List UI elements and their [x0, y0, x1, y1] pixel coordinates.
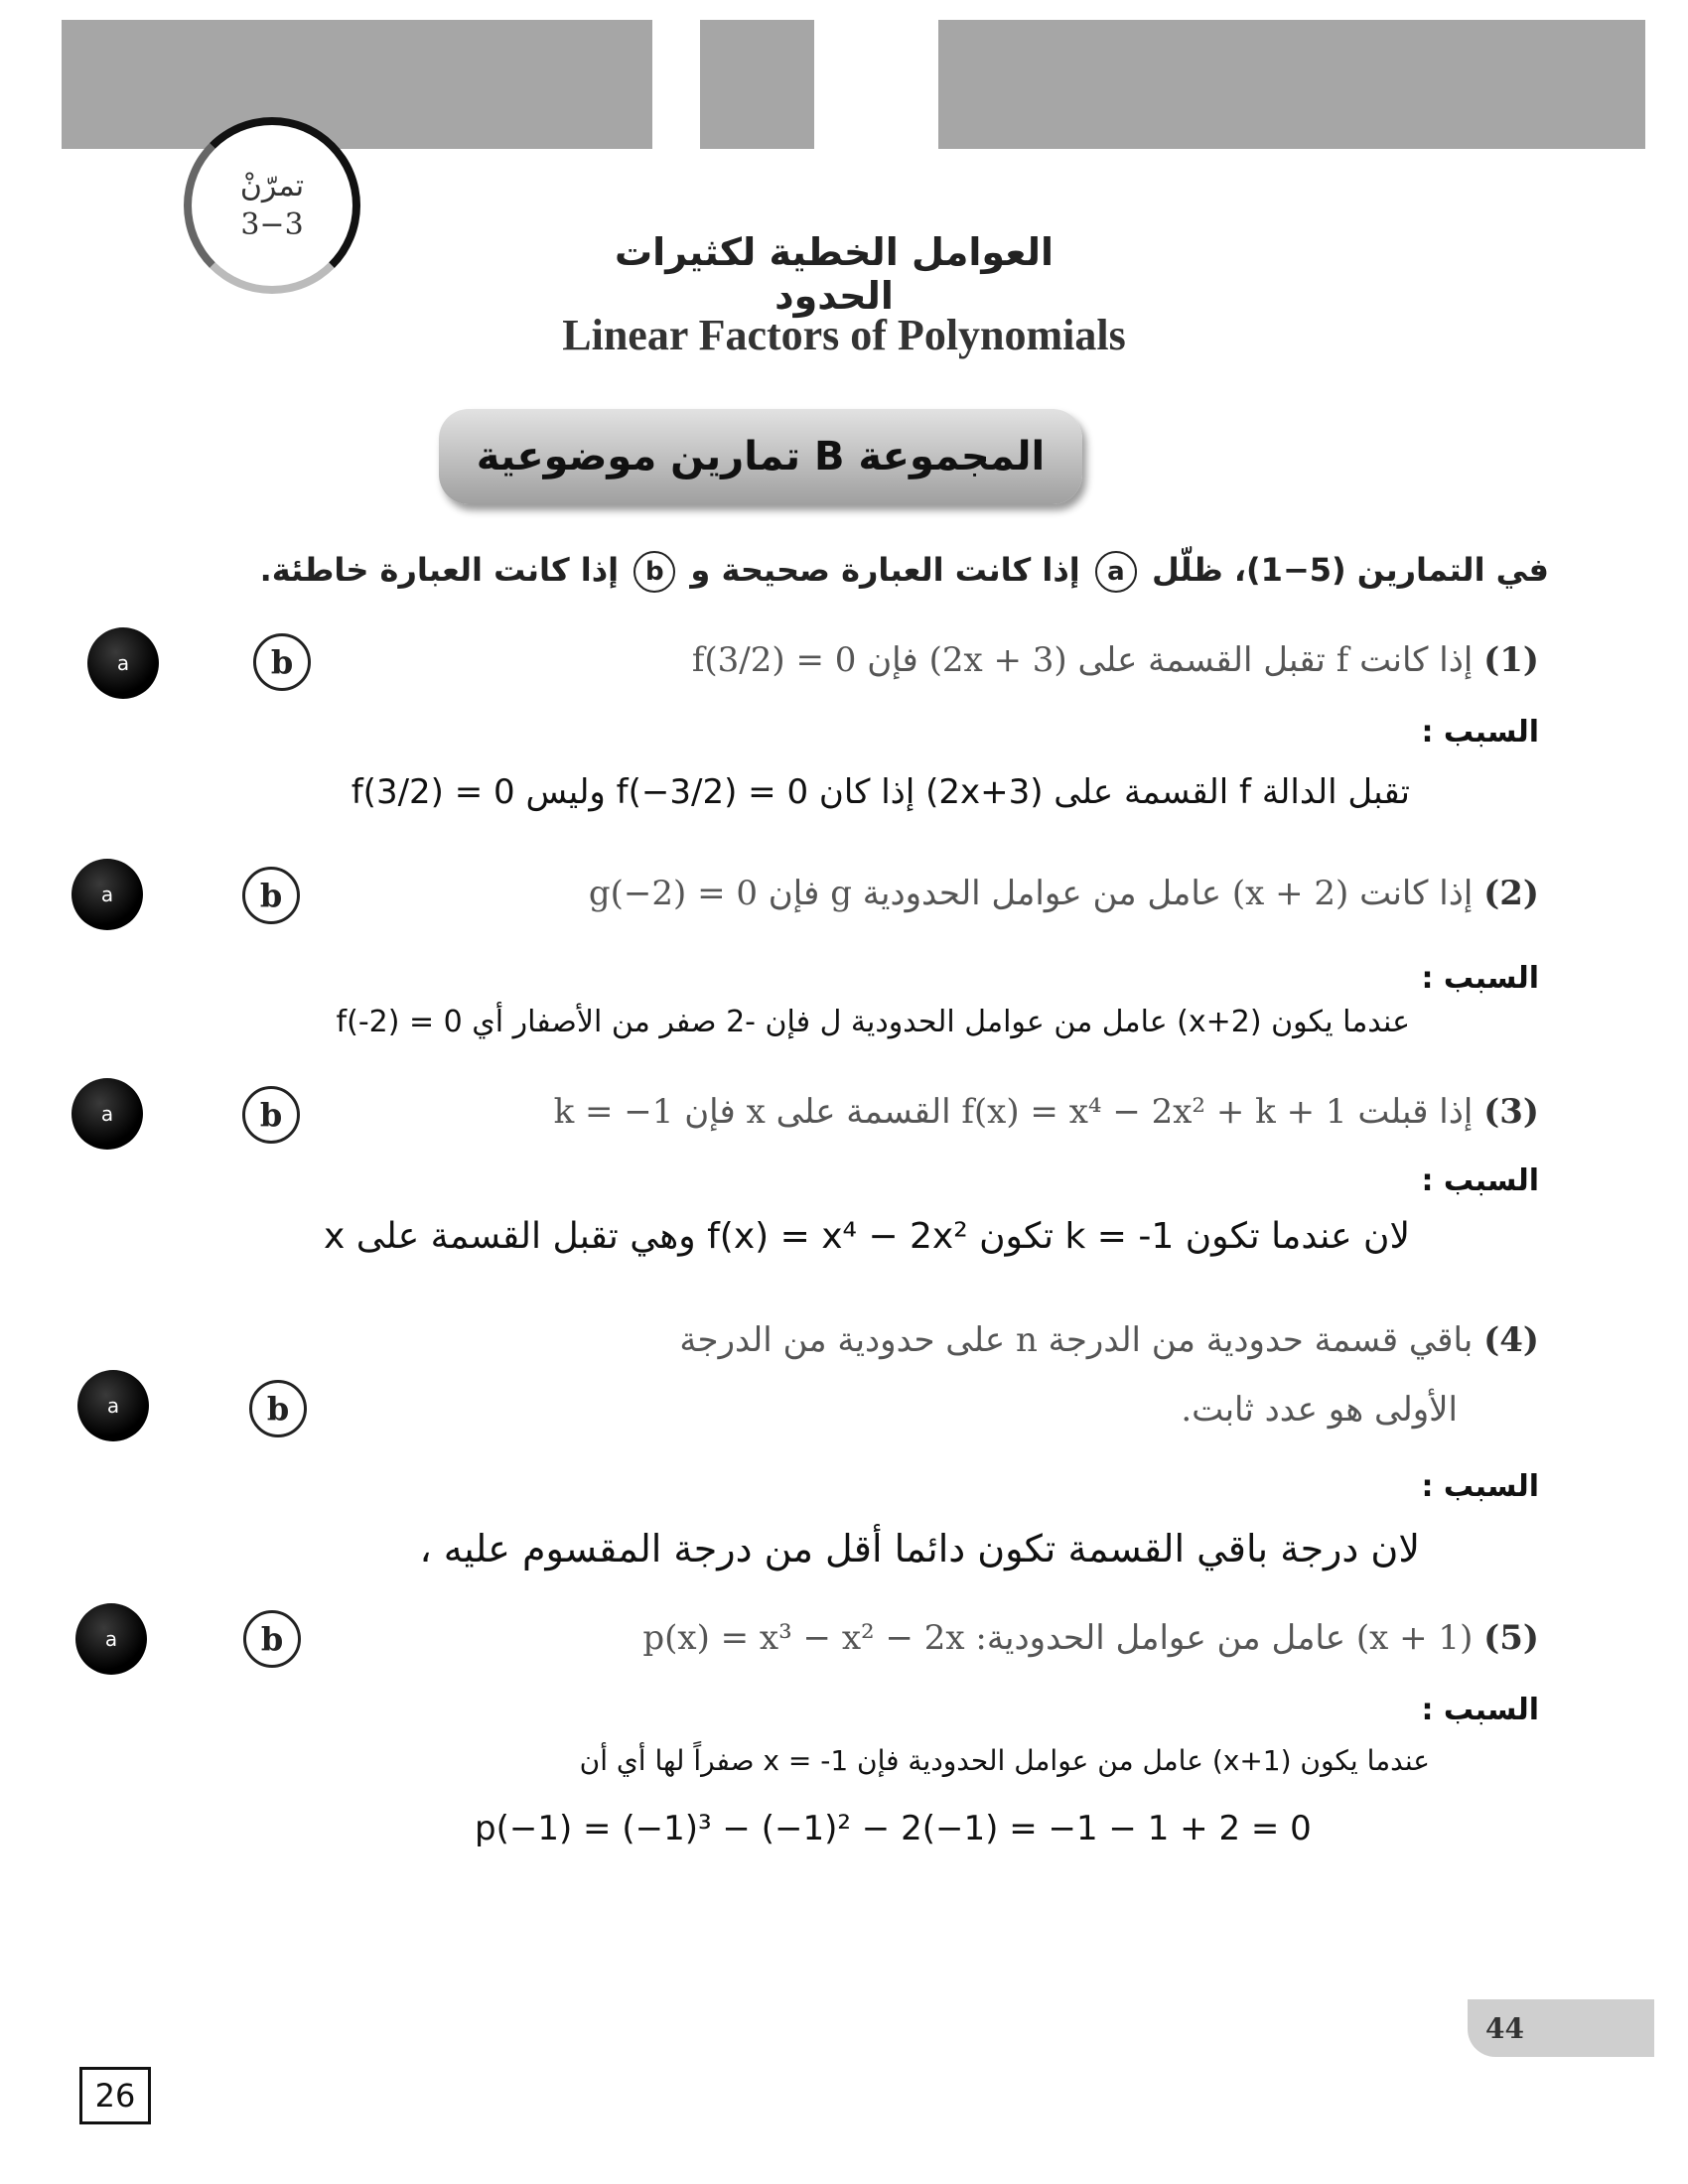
header-bar-right — [938, 20, 1645, 149]
exercise-badge — [184, 117, 360, 294]
q2-number: (2) — [1483, 874, 1539, 913]
page-number: 44 — [1485, 2011, 1524, 2045]
q4-answer-a-selected[interactable]: a — [77, 1370, 149, 1441]
page-number-tab — [1468, 1999, 1654, 2057]
q1-statement: إذا كانت f تقبل القسمة على (2x + 3) فإن f(3/2) = 0 — [691, 640, 1474, 680]
q3-reason: لان عندما تكون k = -1 تكون f(x) = x⁴ − 2x² وهي تقبل القسمة على x — [324, 1216, 1410, 1257]
q4-text-line2: الأولى هو عدد ثابت. — [1181, 1390, 1458, 1430]
q5-answer-a-selected[interactable]: a — [75, 1603, 147, 1675]
q2-text — [589, 874, 1539, 913]
q1-reason: تقبل الدالة f القسمة على (2x+3) إذا كان f(−3/2) = 0 وليس f(3/2) = 0 — [351, 772, 1410, 812]
title-english: Linear Factors of Polynomials — [562, 311, 1126, 359]
group-banner: المجموعة B تمارين موضوعية — [439, 409, 1082, 504]
header-bar-middle — [700, 20, 814, 149]
q5-statement: (x + 1) عامل من عوامل الحدودية: p(x) = x³ − x² − 2x — [642, 1618, 1474, 1658]
q4-reason-label: السبب : — [1421, 1469, 1539, 1504]
instructions-part1: في التمارين (5−1)، ظلّل — [1151, 551, 1549, 589]
q4-reason: لان درجة باقي القسمة تكون دائما أقل من درجة المقسوم عليه ، — [419, 1527, 1420, 1570]
q3-answer-b[interactable]: b — [242, 1086, 300, 1144]
instructions-pill-b: b — [633, 551, 675, 593]
q2-answer-a-selected[interactable]: a — [71, 859, 143, 930]
q2-reason: عندما يكون (x+2) عامل من عوامل الحدودية ل فإن -2 صفر من الأصفار أي f(-2) = 0 — [336, 1005, 1410, 1039]
instructions-part3: إذا كانت العبارة خاطئة. — [259, 551, 620, 589]
box-number: 26 — [79, 2067, 151, 2124]
q4-text-line1 — [679, 1320, 1539, 1360]
q3-number: (3) — [1483, 1092, 1539, 1132]
q5-reason-math: p(−1) = (−1)³ − (−1)² − 2(−1) = −1 − 1 + 2 = 0 — [475, 1809, 1312, 1848]
q5-answer-b[interactable]: b — [243, 1610, 301, 1668]
title-arabic: العوامل الخطية لكثيرات الحدود — [615, 230, 1054, 318]
instructions-pill-a: a — [1095, 551, 1137, 593]
q4-answer-b[interactable]: b — [249, 1380, 307, 1437]
q3-statement: إذا قبلت f(x) = x⁴ − 2x² + k + 1 القسمة على x فإن k = −1 — [553, 1092, 1474, 1132]
header-bar-left — [62, 20, 652, 149]
q1-text — [692, 640, 1539, 680]
q1-answer-a-selected[interactable]: a — [87, 627, 159, 699]
q3-text — [554, 1092, 1539, 1132]
q5-reason: عندما يكون (x+1) عامل من عوامل الحدودية فإن x = -1 صفراً لها أي أن — [579, 1744, 1430, 1777]
q4-number: (4) — [1483, 1320, 1539, 1360]
q5-reason-label: السبب : — [1421, 1693, 1539, 1727]
q1-reason-label: السبب : — [1421, 715, 1539, 750]
q2-reason-label: السبب : — [1421, 961, 1539, 996]
instructions — [259, 551, 1549, 593]
q5-text — [642, 1618, 1539, 1658]
q2-statement: إذا كانت (x + 2) عامل من عوامل الحدودية g فإن g(−2) = 0 — [588, 874, 1474, 913]
badge-label: تمرّنْ — [239, 169, 305, 204]
q2-answer-b[interactable]: b — [242, 867, 300, 924]
q1-number: (1) — [1483, 640, 1539, 680]
q4-statement-line1: باقي قسمة حدودية من الدرجة n على حدودية من الدرجة — [679, 1320, 1474, 1360]
instructions-part2: إذا كانت العبارة صحيحة و — [690, 551, 1080, 589]
badge-number: 3−3 — [240, 207, 304, 242]
q1-answer-b[interactable]: b — [253, 633, 311, 691]
q3-answer-a-selected[interactable]: a — [71, 1078, 143, 1150]
q3-reason-label: السبب : — [1421, 1163, 1539, 1198]
q5-number: (5) — [1483, 1618, 1539, 1658]
